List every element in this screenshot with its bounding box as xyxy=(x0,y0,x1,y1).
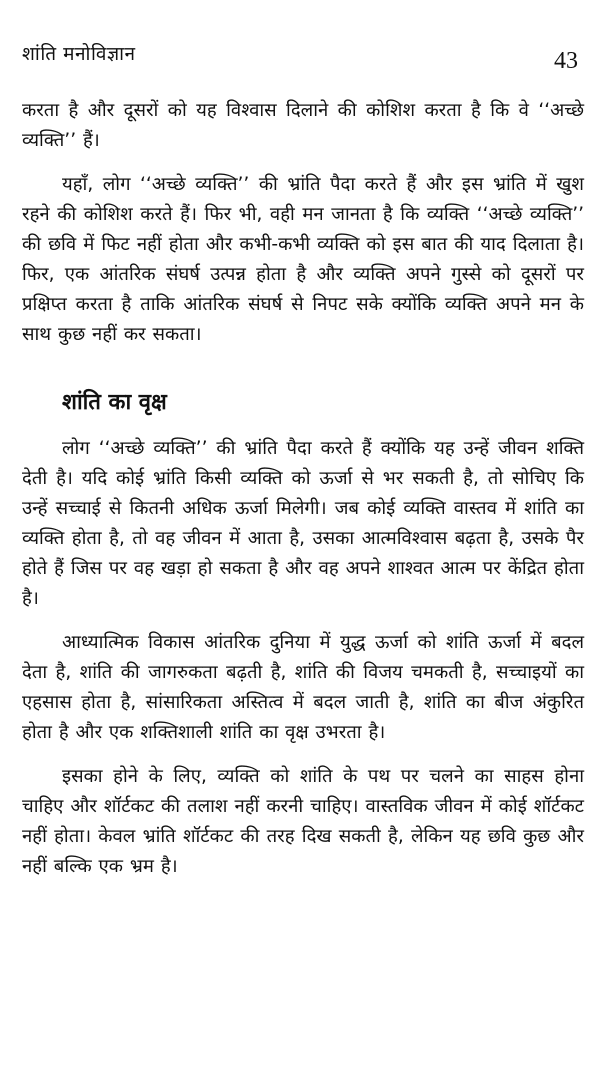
paragraph-life-force: लोग ‘‘अच्छे व्यक्ति’’ की भ्रांति पैदा करते हैं क्योंकि यह उन्हें जीवन शक्ति देती है। यदि कोई भ्रांति किसी व्यक्ति को ऊर्जा से भर सकती है, तो सोचिए कि उन्हें सच्चाई से कितनी अधिक ऊर्जा मिलेगी। जब कोई व्यक्ति वास्तव में शांति का व्यक्ति होता है, तो वह जीवन में आता है, उसका आत्मविश्वास बढ़ता है, उसके पैर होते हैं जिस पर वह खड़ा हो सकता है और वह अपने शाश्वत आत्म पर केंद्रित होता है। xyxy=(22,438,584,609)
paragraph-continued: करता है और दूसरों को यह विश्वास दिलाने की कोशिश करता है कि वे ‘‘अच्छे व्यक्ति’’ हैं। xyxy=(22,100,584,151)
paragraph-spiritual-growth: आध्यात्मिक विकास आंतरिक दुनिया में युद्ध ऊर्जा को शांति ऊर्जा में बदल देता है, शांति की जागरुकता बढ़ती है, शांति की विजय चमकती है, सच्चाइयों का एहसास होता है, सांसारिकता अस्तित्व में बदल जाती है, शांति का बीज अंकुरित होता है और एक शक्तिशाली शांति का वृक्ष उभरता है। xyxy=(22,632,584,743)
paragraph-illusion: यहाँ, लोग ‘‘अच्छे व्यक्ति’’ की भ्रांति पैदा करते हैं और इस भ्रांति में खुश रहने की कोशिश करते हैं। फिर भी, वही मन जानता है कि व्यक्ति ‘‘अच्छे व्यक्ति’’ की छवि में फिट नहीं होता और कभी-कभी व्यक्ति को इस बात की याद दिलाता है। फिर, एक आंतरिक संघर्ष उत्पन्न होता है और व्यक्ति अपने गुस्से को दूसरों पर प्रक्षिप्त करता है ताकि आंतरिक संघर्ष से निपट सके क्योंकि व्यक्ति अपने मन के साथ कुछ नहीं कर सकता। xyxy=(22,174,584,345)
page-number: 43 xyxy=(554,48,578,74)
section-heading: शांति का वृक्ष xyxy=(62,390,167,415)
paragraph-no-shortcut: इसका होने के लिए, व्यक्ति को शांति के पथ पर चलने का साहस होना चाहिए और शॉर्टकट की तलाश नहीं करनी चाहिए। वास्तविक जीवन में कोई शॉर्टकट नहीं होता। केवल भ्रांति शॉर्टकट की तरह दिख सकती है, लेकिन यह छवि कुछ और नहीं बल्कि एक भ्रम है। xyxy=(22,766,584,877)
page-body xyxy=(22,96,584,882)
running-title: शांति मनोविज्ञान xyxy=(22,43,136,65)
